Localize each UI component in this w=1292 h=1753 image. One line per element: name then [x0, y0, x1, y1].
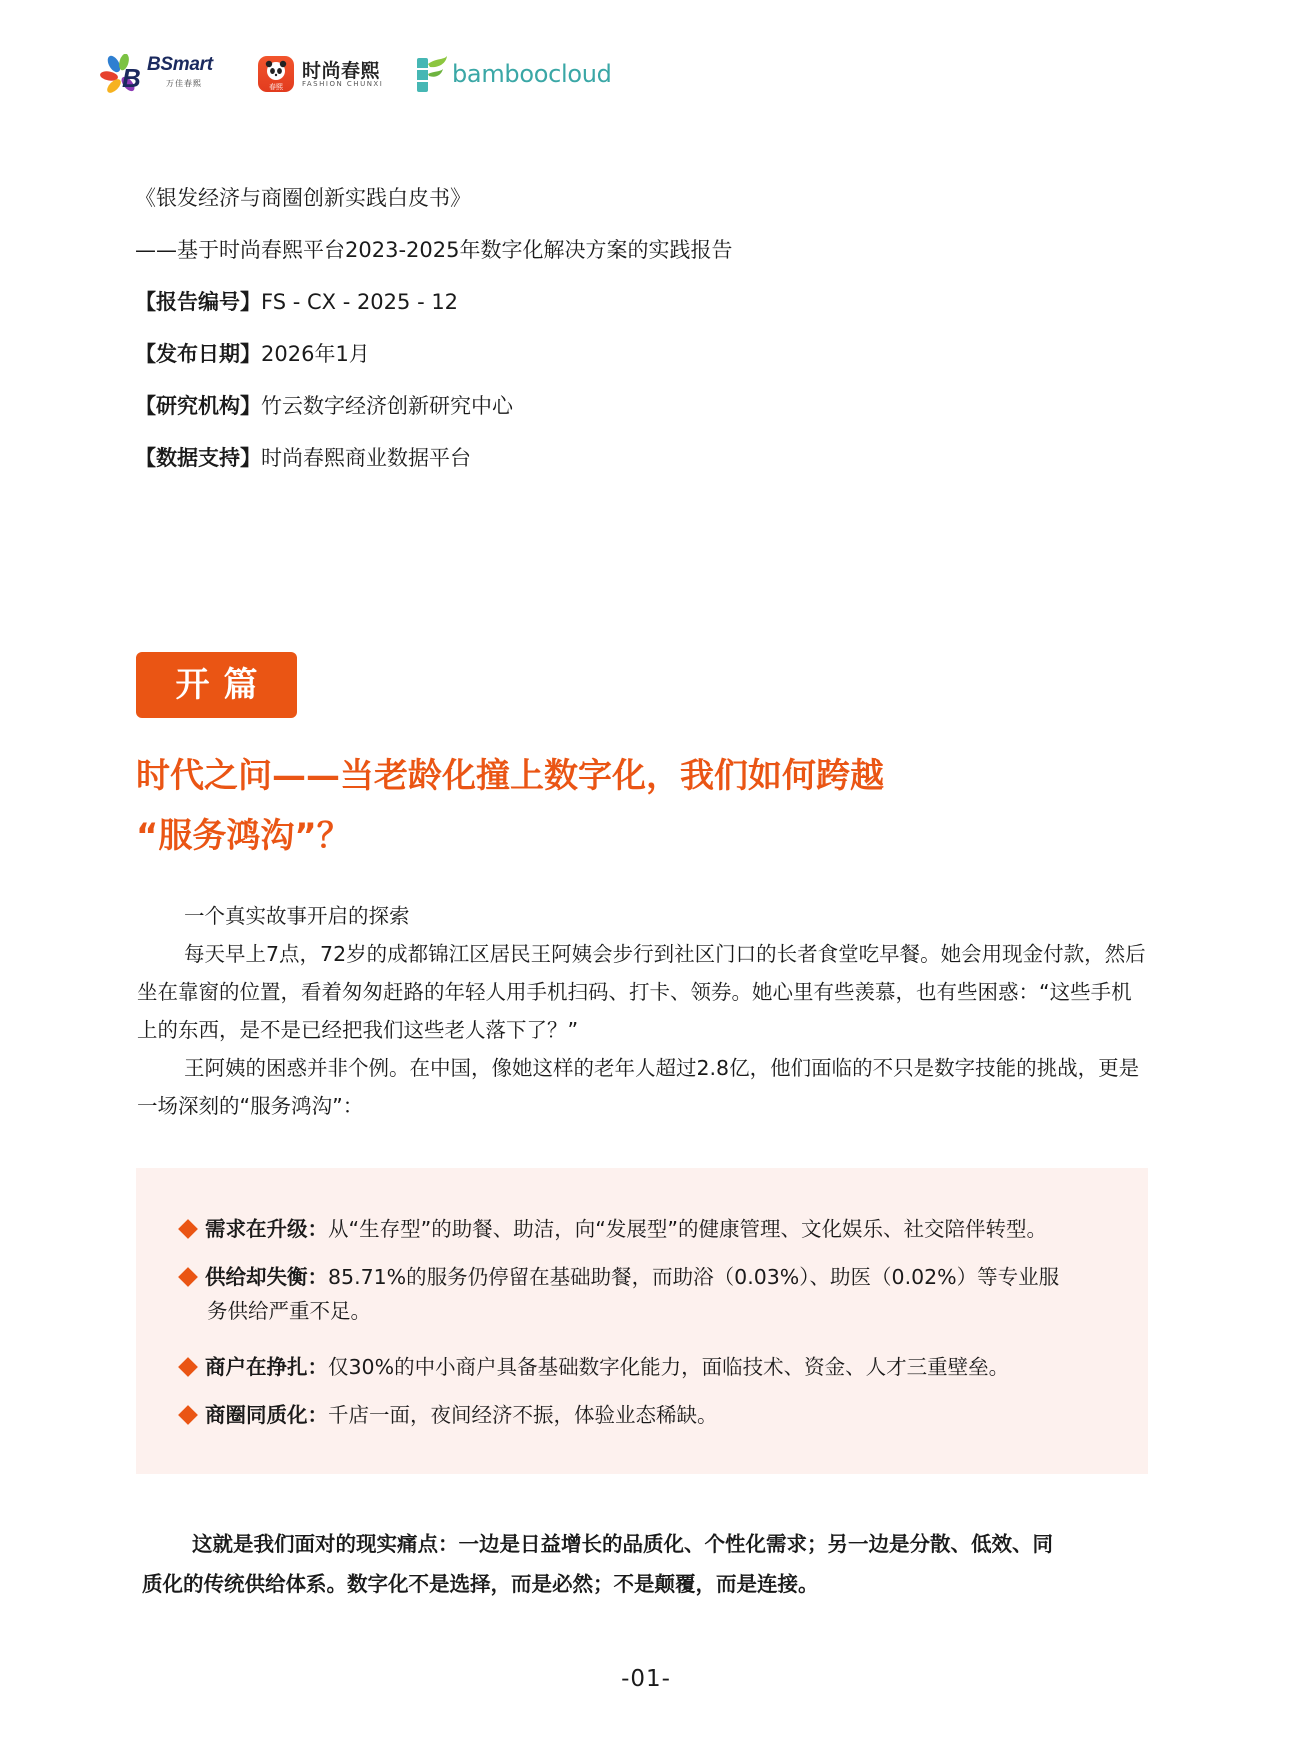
diamond-bullet-icon	[178, 1357, 198, 1377]
pain-points-box	[136, 1168, 1148, 1474]
data-support	[135, 442, 471, 472]
report-number-label: 【报告编号】	[135, 290, 261, 314]
section-tag: 开篇	[136, 652, 297, 718]
chunxi-name: 时尚春熙	[302, 60, 381, 82]
conclusion-line-1: 这就是我们面对的现实痛点：一边是日益增长的品质化、个性化需求；另一边是分散、低效、同	[192, 1532, 1053, 1556]
story-section	[137, 897, 1151, 1125]
bsmart-name: BSmart	[147, 54, 213, 75]
page-number: -01-	[621, 1666, 671, 1692]
chunxi-badge-text: 春熙	[269, 83, 283, 91]
bsmart-flower-icon	[100, 54, 146, 94]
bullet-text-continued: 务供给严重不足。	[207, 1299, 371, 1323]
bsmart-logo	[100, 54, 235, 94]
release-date-label: 【发布日期】	[135, 342, 261, 366]
release-date-value: 2026年1月	[261, 342, 370, 366]
bullet-label: 供给却失衡：	[205, 1265, 328, 1289]
conclusion-line-2: 质化的传统供给体系。数字化不是选择，而是必然；不是颠覆，而是连接。	[142, 1572, 819, 1596]
report-number-value: FS - CX - 2025 - 12	[261, 290, 459, 314]
bamboocloud-logo	[414, 54, 624, 94]
chunxi-logo	[258, 54, 398, 94]
report-number	[135, 286, 458, 316]
bamboo-icon	[414, 54, 450, 94]
diamond-bullet-icon	[178, 1219, 198, 1239]
story-paragraph-1: 每天早上7点，72岁的成都锦江区居民王阿姨会步行到社区门口的长者食堂吃早餐。她会用现金付款，然后坐在靠窗的位置，看着匆匆赶路的年轻人用手机扫码、打卡、领券。她心里有些羡慕，也有些困惑：“这些手机上的东西，是不是已经把我们这些老人落下了？”	[137, 942, 1146, 1042]
story-paragraph-2: 王阿姨的困惑并非个例。在中国，像她这样的老年人超过2.8亿，他们面临的不只是数字技能的挑战，更是一场深刻的“服务鸿沟”：	[137, 1056, 1140, 1118]
bullet-text: 千店一面，夜间经济不振，体验业态稀缺。	[328, 1403, 718, 1427]
bullet-label: 商圈同质化：	[205, 1403, 328, 1427]
bullet-text: 85.71%的服务仍停留在基础助餐，而助浴（0.03%）、助医（0.02%）等专业服	[328, 1265, 1060, 1289]
release-date	[135, 338, 370, 368]
bullet-text: 从“生存型”的助餐、助洁，向“发展型”的健康管理、文化娱乐、社交陪伴转型。	[328, 1217, 1047, 1241]
bamboocloud-name: bamboocloud	[452, 60, 612, 88]
section-heading-line1: 时代之问——当老龄化撞上数字化，我们如何跨越	[136, 756, 884, 796]
conclusion-paragraph	[142, 1524, 1152, 1604]
diamond-bullet-icon	[178, 1267, 198, 1287]
story-subtitle: 一个真实故事开启的探索	[184, 904, 410, 928]
diamond-bullet-icon	[178, 1405, 198, 1425]
research-org	[135, 390, 513, 420]
bullet-item	[178, 1212, 1108, 1246]
section-heading	[136, 746, 884, 866]
report-title: 《银发经济与商圈创新实践白皮书》	[135, 186, 471, 210]
section-heading-line2: “服务鸿沟”？	[136, 816, 351, 856]
bullet-label: 需求在升级：	[205, 1217, 328, 1241]
research-org-label: 【研究机构】	[135, 394, 261, 418]
bullet-text: 仅30%的中小商户具备基础数字化能力，面临技术、资金、人才三重壁垒。	[328, 1355, 1010, 1379]
data-support-value: 时尚春熙商业数据平台	[261, 446, 471, 470]
bullet-item	[178, 1350, 1108, 1384]
header-logos	[100, 54, 640, 94]
chunxi-subtitle: FASHION CHUNXI	[302, 80, 384, 88]
svg-text:B: B	[122, 63, 141, 93]
report-subtitle: ——基于时尚春熙平台2023-2025年数字化解决方案的实践报告	[135, 238, 733, 262]
bullet-label: 商户在挣扎：	[205, 1355, 328, 1379]
bullet-item	[178, 1398, 1108, 1432]
panda-icon	[258, 56, 294, 92]
bsmart-subtitle: 万佳春熙	[166, 79, 202, 88]
bullet-item	[178, 1260, 1108, 1328]
research-org-value: 竹云数字经济创新研究中心	[261, 394, 513, 418]
data-support-label: 【数据支持】	[135, 446, 261, 470]
